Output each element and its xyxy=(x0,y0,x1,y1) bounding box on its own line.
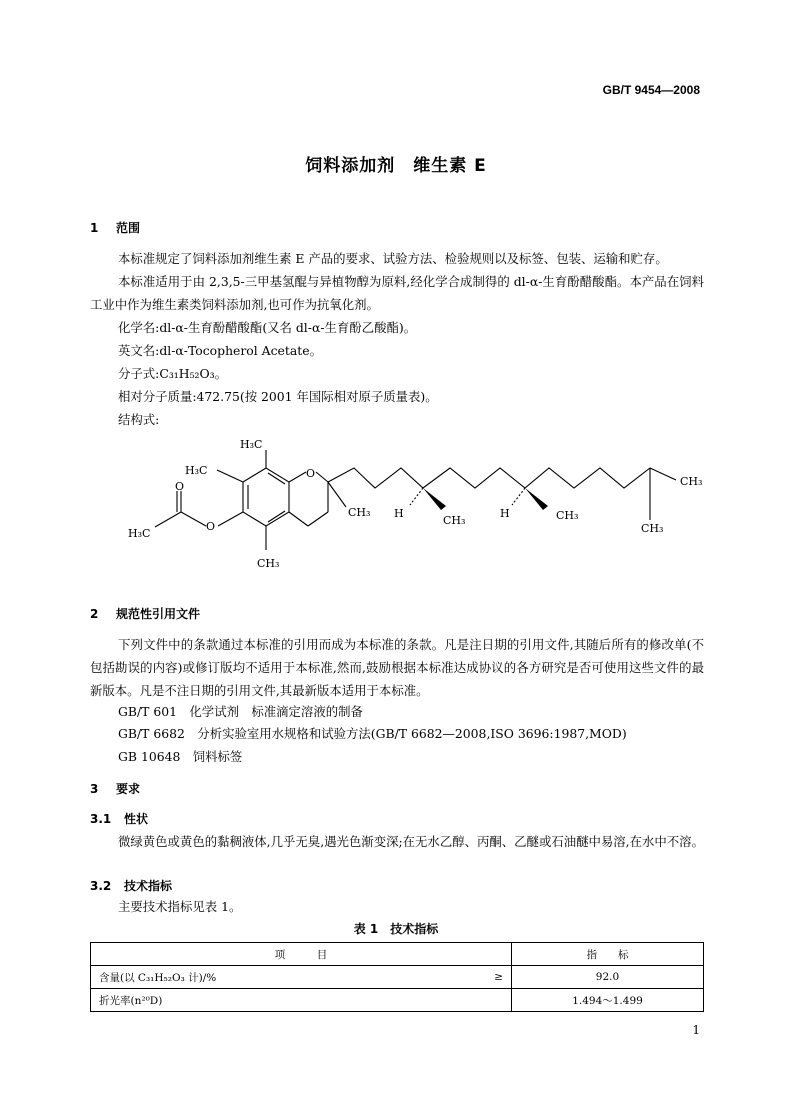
table-header-row xyxy=(91,943,704,966)
table-row xyxy=(91,966,704,989)
table-cell-item: 折光率(n²⁰D) xyxy=(91,989,476,1012)
table-row xyxy=(91,989,704,1012)
section-title: 要求 xyxy=(116,782,141,796)
struct-label-methyl: H₃C xyxy=(128,527,151,540)
section-title: 性状 xyxy=(124,812,149,826)
table-cell-item: 含量(以 C₃₁H₅₂O₃ 计)/% xyxy=(91,966,476,989)
struct-label-methyl: CH₃ xyxy=(348,506,371,519)
section-3-heading xyxy=(90,780,140,797)
standard-code: GB/T 9454—2008 xyxy=(602,83,700,97)
column-header: 项 目 xyxy=(91,943,512,966)
section-title: 技术指标 xyxy=(124,879,173,893)
struct-label-hydrogen: H xyxy=(500,507,510,520)
struct-label-methyl: CH₃ xyxy=(556,509,579,522)
paragraph: 本标准规定了饲料添加剂维生素 E 产品的要求、试验方法、检验规则以及标签、包装、运输和贮存。 xyxy=(118,251,668,266)
paragraph: 本标准适用于由 2,3,5-三甲基氢醌与异植物醇为原料,经化学合成制得的 dl-α-生育酚醋酸酯。本产品在饲料工业中作为维生素类饲料添加剂,也可作为抗氧化剂。 xyxy=(90,274,704,312)
reference-item: GB/T 601 化学试剂 标准滴定溶液的制备 xyxy=(118,704,363,719)
subsection-3-2-heading xyxy=(90,877,172,894)
struct-label-methyl: H₃C xyxy=(240,438,263,451)
column-header: 指 标 xyxy=(512,943,704,966)
struct-label-oxygen: O xyxy=(175,480,185,493)
section-title: 范围 xyxy=(116,221,141,235)
struct-label-methyl: H₃C xyxy=(185,464,208,477)
reference-item: GB/T 6682 分析实验室用水规格和试验方法(GB/T 6682—2008,ISO 3696:1987,MOD) xyxy=(118,726,627,741)
page-number: 1 xyxy=(692,1023,700,1037)
struct-label-oxygen: O xyxy=(206,520,216,533)
section-number: 3 xyxy=(90,782,99,796)
struct-label-oxygen: O xyxy=(306,467,316,480)
paragraph: 主要技术指标见表 1。 xyxy=(118,899,242,914)
section-number: 3.2 xyxy=(90,879,112,893)
table-cell-value: 92.0 xyxy=(512,966,704,989)
spec-table xyxy=(90,942,704,1012)
section-number: 2 xyxy=(90,607,99,621)
struct-label-hydrogen: H xyxy=(394,507,404,520)
section-number: 3.1 xyxy=(90,812,112,826)
table-caption: 表 1 技术指标 xyxy=(353,922,439,936)
table-cell-value: 1.494～1.499 xyxy=(512,989,704,1012)
reference-item: GB 10648 饲料标签 xyxy=(118,749,243,764)
section-2-heading xyxy=(90,605,200,622)
molecular-mass: 相对分子质量:472.75(按 2001 年国际相对原子质量表)。 xyxy=(118,389,438,404)
page-title: 饲料添加剂 维生素 E xyxy=(305,156,487,176)
subsection-3-1-heading xyxy=(90,810,148,827)
english-name: 英文名:dl-α-Tocopherol Acetate。 xyxy=(118,343,322,358)
struct-label-methyl: CH₃ xyxy=(680,475,703,488)
paragraph: 下列文件中的条款通过本标准的引用而成为本标准的条款。凡是注日期的引用文件,其随后所有的修改单(不包括勘误的内容)或修订版均不适用于本标准,然而,鼓励根据本标准达成协议的各方研究是否可使用这些文件的最新版本。凡是不注日期的引用文件,其最新版本适用于本标准。 xyxy=(90,637,704,698)
struct-label-methyl: CH₃ xyxy=(443,514,466,527)
table-cell-operator xyxy=(475,989,512,1012)
structure-label: 结构式: xyxy=(118,412,160,427)
paragraph: 微绿黄色或黄色的黏稠液体,几乎无臭,遇光色渐变深;在无水乙醇、丙酮、乙醚或石油醚中易溶,在水中不溶。 xyxy=(118,834,704,849)
chemical-name: 化学名:dl-α-生育酚醋酸酯(又名 dl-α-生育酚乙酸酯)。 xyxy=(118,320,417,335)
molecular-formula: 分子式:C₃₁H₅₂O₃。 xyxy=(118,366,228,381)
struct-label-methyl: CH₃ xyxy=(257,557,280,570)
section-title: 规范性引用文件 xyxy=(116,607,201,621)
section-number: 1 xyxy=(90,221,99,235)
struct-label-methyl: CH₃ xyxy=(641,522,664,535)
table-cell-operator: ≥ xyxy=(475,966,512,989)
